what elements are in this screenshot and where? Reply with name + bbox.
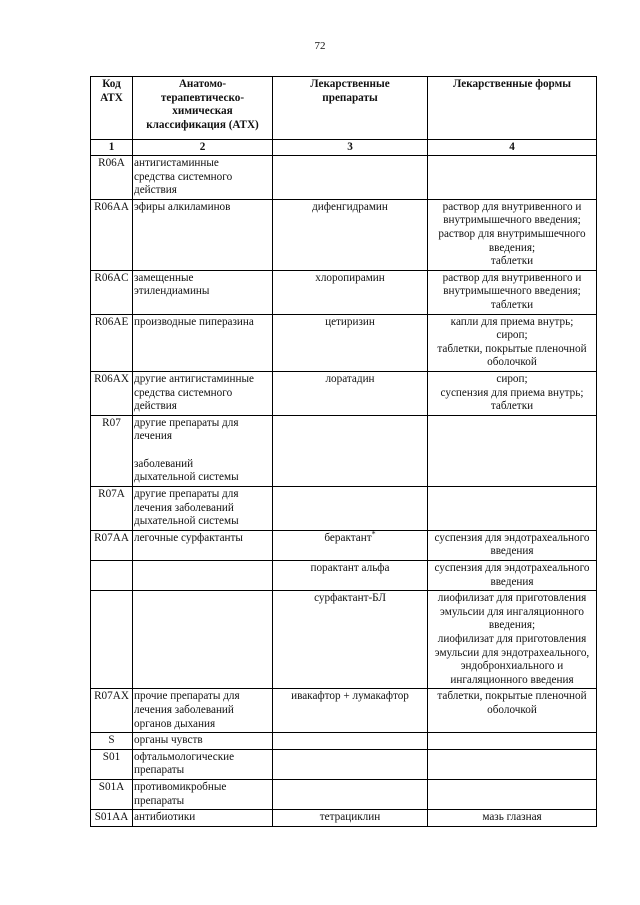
classification-cell	[133, 487, 273, 531]
atc-code-cell: S01A	[91, 779, 133, 809]
classification-line: лечения заболеваний	[134, 501, 234, 514]
classification-line: другие препараты для	[134, 488, 239, 501]
dosage-forms-cell	[428, 199, 597, 270]
dosage-forms-cell	[428, 314, 597, 371]
drug-name: лоратадин	[325, 372, 375, 385]
atc-code-cell	[91, 561, 133, 591]
dosage-form-line: таблетки, покрытые пленочной	[437, 342, 587, 355]
classification-line: препараты	[134, 794, 185, 807]
dosage-forms-cell	[428, 156, 597, 200]
header-line: препараты	[322, 91, 378, 104]
classification-cell	[133, 561, 273, 591]
table-row	[91, 314, 597, 371]
classification-line: лечения	[134, 430, 172, 443]
classification-line: другие антигистаминные	[134, 372, 254, 385]
classification-line: этилендиамины	[134, 285, 210, 298]
drug-cell	[273, 371, 428, 415]
drug-cell	[273, 415, 428, 486]
table-row	[91, 749, 597, 779]
header-drugs	[273, 77, 428, 140]
dosage-form-line: таблетки	[490, 255, 534, 268]
classification-line: антигистаминные	[134, 157, 219, 169]
dosage-form-line: раствор для внутримышечного	[438, 227, 586, 240]
classification-line: прочие препараты для	[134, 690, 240, 703]
header-row	[91, 77, 597, 140]
drug-cell	[273, 487, 428, 531]
drug-name: ивакафтор + лумакафтор	[291, 690, 409, 703]
drug-name: порактант альфа	[310, 562, 390, 575]
dosage-form-line: суспензия для эндотрахеального	[434, 531, 590, 544]
atc-code-cell: S01AA	[91, 810, 133, 827]
table-row	[91, 779, 597, 809]
header-line: АТХ	[100, 91, 123, 104]
dosage-forms-cell	[428, 415, 597, 486]
atc-code-cell: S	[91, 733, 133, 750]
dosage-form-line: оболочкой	[487, 356, 537, 369]
classification-cell	[133, 689, 273, 733]
classification-line: офтальмологические	[134, 750, 235, 763]
drug-cell	[273, 591, 428, 689]
classification-line: дыхательной системы	[134, 471, 239, 484]
classification-line: действия	[134, 400, 177, 413]
table-row	[91, 487, 597, 531]
dosage-forms-cell	[428, 591, 597, 689]
dosage-form-line: суспензия для эндотрахеального	[434, 562, 590, 575]
header-line: Лекарственные формы	[453, 78, 571, 90]
header-line: классификация (АТХ)	[146, 118, 259, 131]
dosage-form-line: внутримышечного введения;	[443, 214, 581, 227]
dosage-form-line: введения;	[488, 619, 536, 632]
drug-cell	[273, 733, 428, 750]
drug-name: хлоропирамин	[315, 271, 385, 284]
atc-code-cell: R07AX	[91, 689, 133, 733]
classification-line: легочные сурфактанты	[134, 531, 243, 544]
dosage-forms-cell	[428, 779, 597, 809]
column-number: 2	[133, 140, 273, 156]
table-row	[91, 530, 597, 560]
classification-cell	[133, 314, 273, 371]
drug-name: сурфактант-БЛ	[314, 592, 386, 605]
header-classification	[133, 77, 273, 140]
table-row	[91, 199, 597, 270]
drug-cell	[273, 156, 428, 200]
classification-cell	[133, 749, 273, 779]
atc-code-cell: R06A	[91, 156, 133, 200]
column-number-row	[91, 140, 597, 156]
dosage-form-line: эмульсии для эндотрахеального,	[434, 646, 590, 659]
atc-code-cell: R06AC	[91, 270, 133, 314]
drug-name: берактант	[324, 531, 372, 544]
classification-line: средства системного	[134, 170, 233, 183]
dosage-form-line: оболочкой	[487, 703, 537, 716]
drug-cell	[273, 749, 428, 779]
drug-footnote-mark: *	[371, 529, 376, 539]
header-code	[91, 77, 133, 140]
dosage-form-line: эндобронхиального и	[460, 660, 564, 673]
header-forms	[428, 77, 597, 140]
classification-cell	[133, 810, 273, 827]
dosage-forms-cell	[428, 561, 597, 591]
drug-cell	[273, 314, 428, 371]
dosage-forms-cell	[428, 749, 597, 779]
classification-line: препараты	[134, 764, 185, 777]
atc-code-cell: S01	[91, 749, 133, 779]
classification-cell	[133, 156, 273, 200]
dosage-form-line: таблетки	[490, 298, 534, 311]
header-line: Анатомо-	[178, 78, 227, 90]
dosage-forms-cell	[428, 810, 597, 827]
dosage-form-line: раствор для внутривенного и	[442, 271, 582, 284]
drug-name: цетиризин	[325, 315, 375, 328]
atc-code-cell: R06AE	[91, 314, 133, 371]
classification-line: заболеваний	[134, 457, 194, 470]
table-row	[91, 270, 597, 314]
dosage-form-line: мазь глазная	[482, 811, 542, 824]
dosage-form-line: раствор для внутривенного и	[442, 200, 582, 213]
atc-code-cell: R06AX	[91, 371, 133, 415]
classification-cell	[133, 733, 273, 750]
table-row	[91, 415, 597, 486]
table-row	[91, 371, 597, 415]
drug-cell	[273, 530, 428, 560]
classification-cell	[133, 779, 273, 809]
atc-code-cell: R07A	[91, 487, 133, 531]
classification-cell	[133, 530, 273, 560]
drug-name: тетрациклин	[319, 811, 381, 824]
classification-line: антибиотики	[134, 811, 196, 824]
dosage-forms-cell	[428, 487, 597, 531]
atc-code-cell: R06AA	[91, 199, 133, 270]
table-row	[91, 689, 597, 733]
dosage-form-line: лиофилизат для приготовления	[437, 633, 587, 645]
drug-cell	[273, 779, 428, 809]
atc-table	[90, 76, 597, 827]
dosage-form-line: эмульсии для ингаляционного	[440, 605, 584, 618]
classification-line: противомикробные	[134, 780, 227, 793]
atc-code-cell	[91, 591, 133, 689]
drug-name: дифенгидрамин	[312, 200, 388, 213]
dosage-forms-cell	[428, 371, 597, 415]
atc-code-cell: R07AA	[91, 530, 133, 560]
dosage-form-line: введения	[490, 545, 534, 558]
classification-cell	[133, 591, 273, 689]
classification-line: средства системного	[134, 386, 233, 399]
dosage-form-line: сироп;	[496, 372, 528, 385]
column-number: 3	[273, 140, 428, 156]
table-row	[91, 591, 597, 689]
classification-cell	[133, 371, 273, 415]
classification-line: замещенные	[134, 271, 194, 284]
classification-line: производные пиперазина	[134, 315, 254, 328]
classification-line: органов дыхания	[134, 717, 216, 730]
drug-cell	[273, 270, 428, 314]
classification-line	[134, 444, 270, 458]
classification-line: другие препараты для	[134, 416, 239, 429]
table-row	[91, 733, 597, 750]
atc-table-body	[91, 156, 597, 827]
drug-cell	[273, 199, 428, 270]
dosage-form-line: введения	[490, 575, 534, 588]
dosage-forms-cell	[428, 689, 597, 733]
classification-cell	[133, 199, 273, 270]
dosage-form-line: суспензия для приема внутрь;	[440, 386, 584, 399]
dosage-form-line: введения;	[488, 241, 536, 254]
dosage-forms-cell	[428, 270, 597, 314]
classification-cell	[133, 270, 273, 314]
header-line: терапевтическо-	[160, 91, 245, 104]
classification-line: действия	[134, 184, 177, 197]
header-line: Лекарственные	[310, 78, 390, 90]
table-row	[91, 561, 597, 591]
dosage-form-line: лиофилизат для приготовления	[437, 592, 587, 605]
table-row	[91, 810, 597, 827]
dosage-form-line: таблетки, покрытые пленочной	[437, 690, 587, 703]
classification-cell	[133, 415, 273, 486]
table-row	[91, 156, 597, 200]
dosage-forms-cell	[428, 733, 597, 750]
drug-cell	[273, 689, 428, 733]
dosage-form-line: внутримышечного введения;	[443, 285, 581, 298]
dosage-form-line: сироп;	[496, 329, 528, 342]
classification-line: лечения заболеваний	[134, 703, 234, 716]
header-line: Код	[102, 78, 121, 90]
column-number: 1	[91, 140, 133, 156]
dosage-forms-cell	[428, 530, 597, 560]
dosage-form-line: ингаляционного введения	[450, 673, 574, 686]
dosage-form-line: таблетки	[490, 400, 534, 413]
dosage-form-line: капли для приема внутрь;	[450, 315, 574, 328]
page-number: 72	[314, 40, 326, 52]
drug-cell	[273, 561, 428, 591]
classification-line: эфиры алкиламинов	[134, 200, 231, 213]
classification-line: дыхательной системы	[134, 515, 239, 528]
classification-line: органы чувств	[134, 734, 203, 747]
drug-cell	[273, 810, 428, 827]
column-number: 4	[428, 140, 597, 156]
atc-code-cell: R07	[91, 415, 133, 486]
header-line: химическая	[172, 105, 233, 118]
